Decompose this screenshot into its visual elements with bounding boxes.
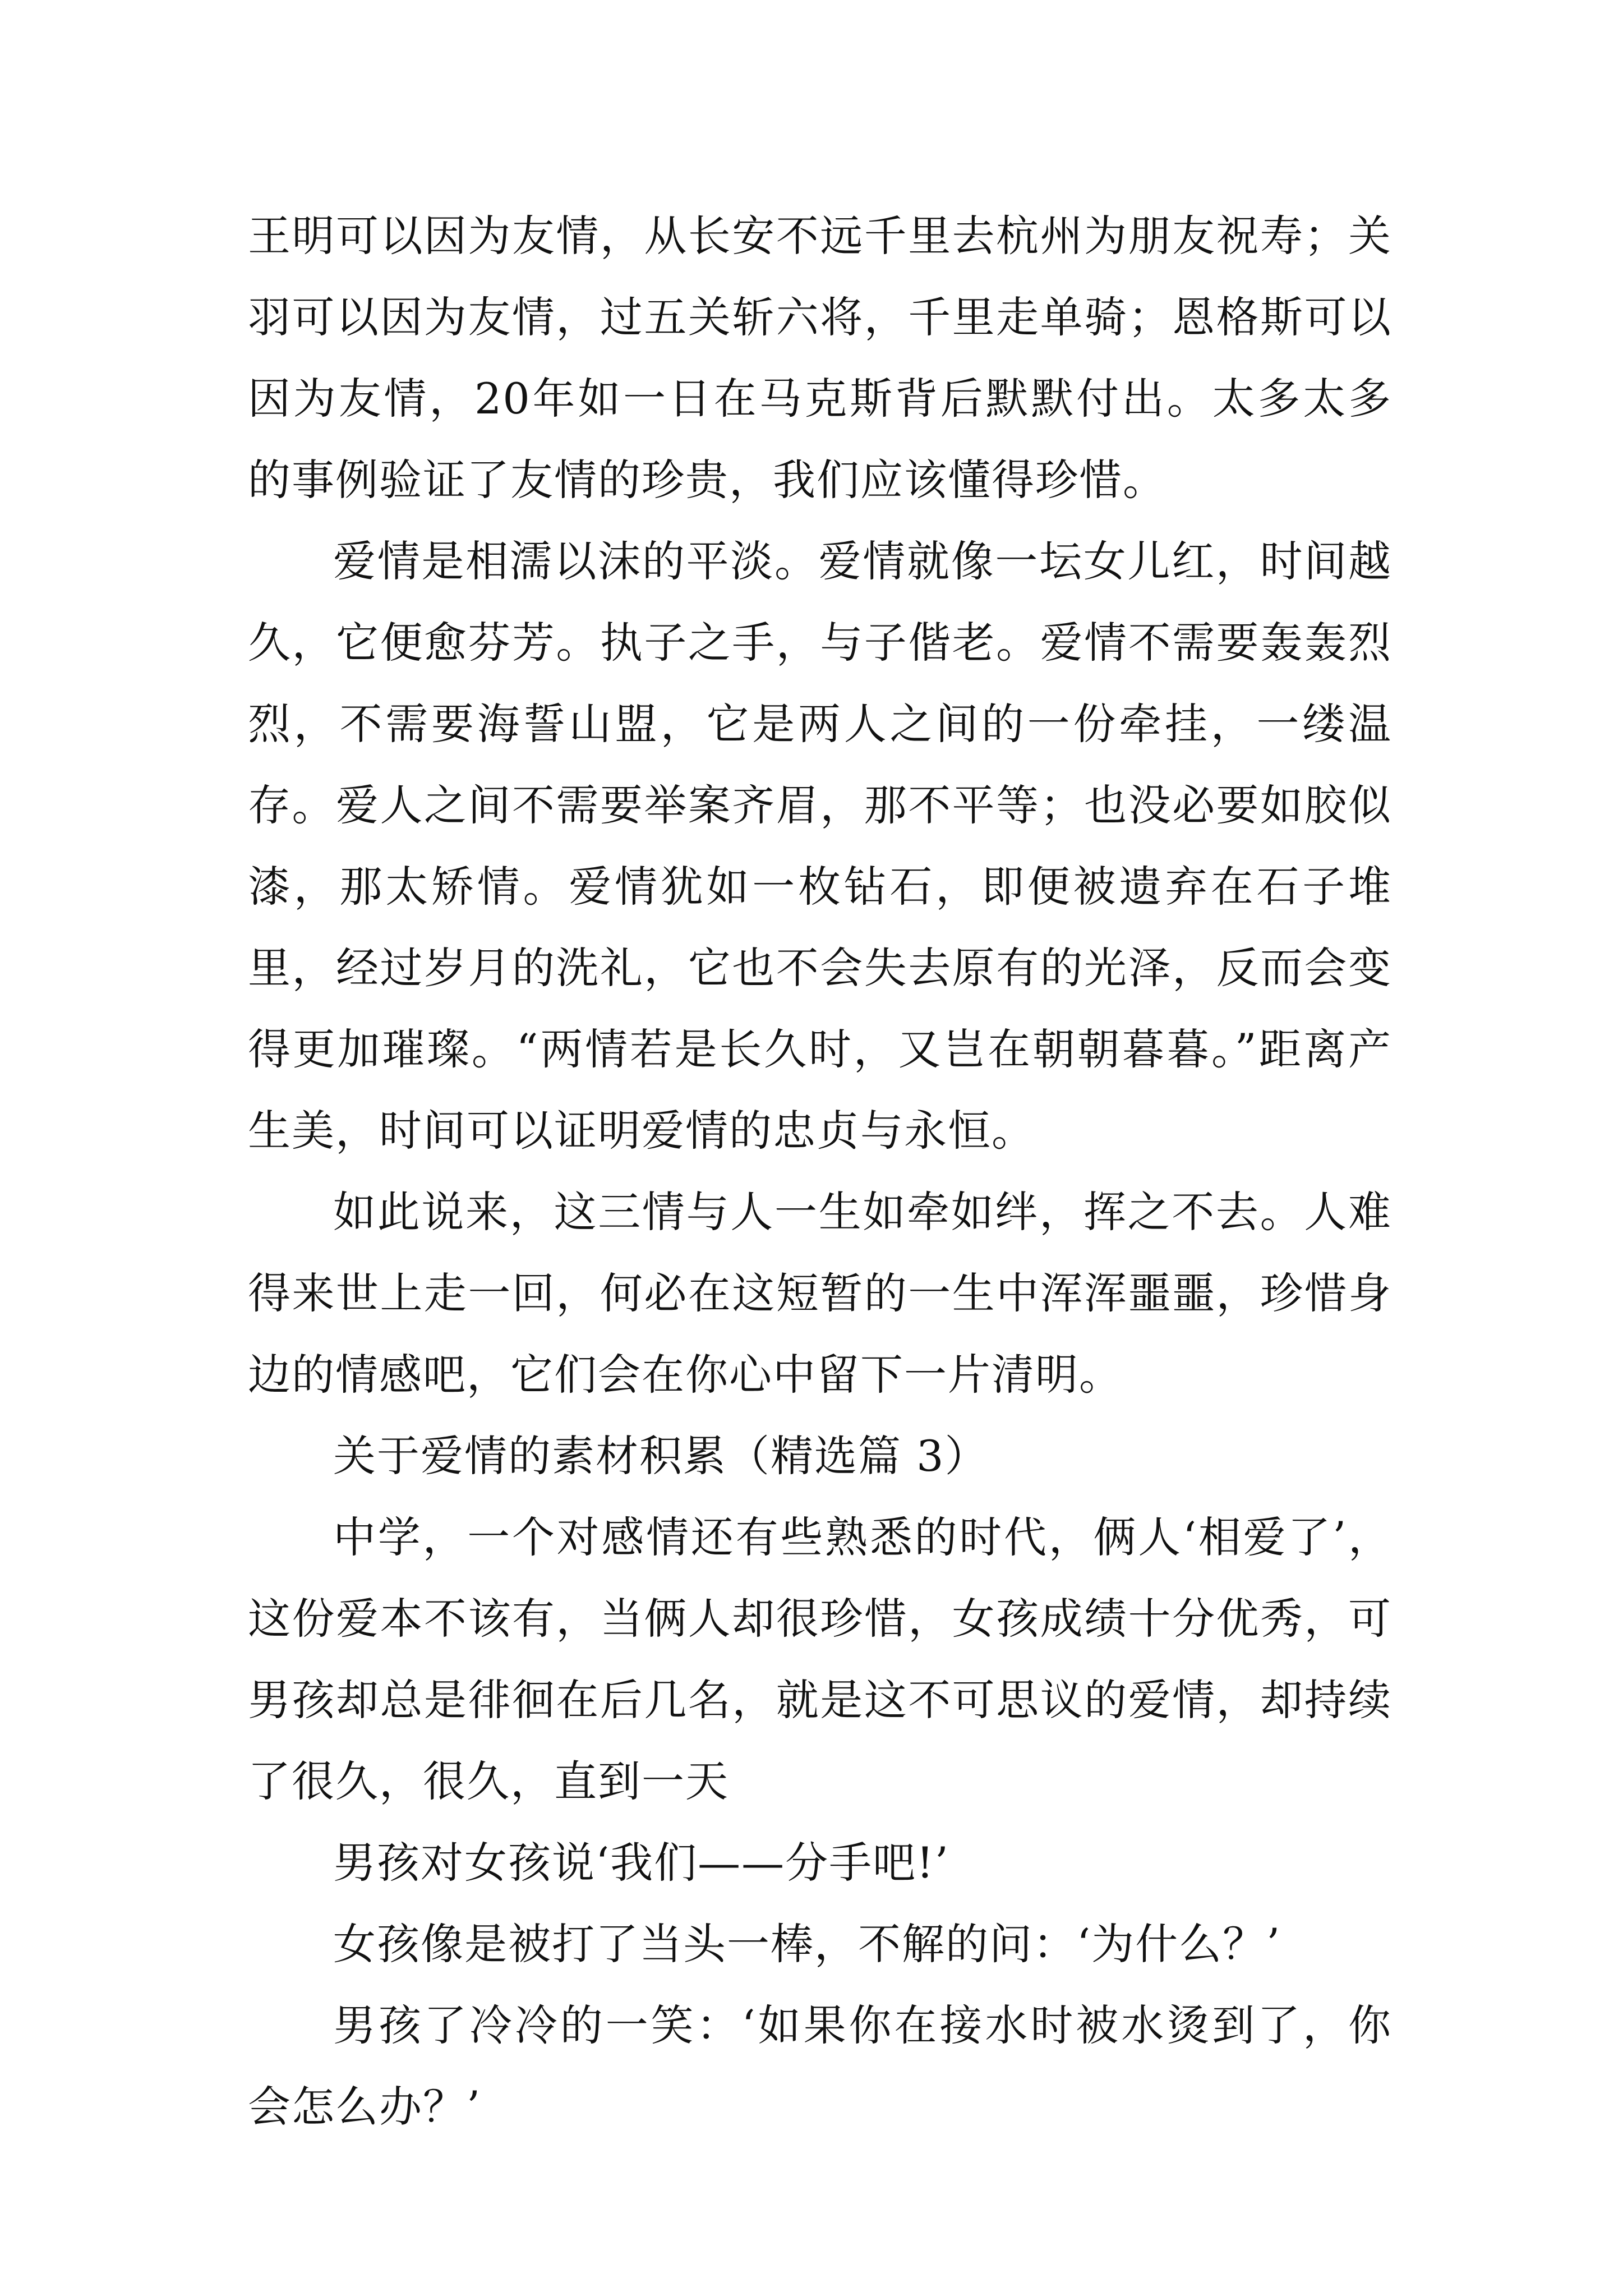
paragraph-friendship-examples: 王明可以因为友情，从长安不远千里去杭州为朋友祝寿；关羽可以因为友情，过五关斩六将，千里走单骑；恩格斯可以因为友情，20年如一日在马克斯背后默默付出。太多太多的事例验证了友情的珍贵，我们应该懂得珍惜。 — [248, 211, 1392, 505]
paragraph-dialogue-2: 女孩像是被打了当头一棒，不解的问：‘为什么？’ — [333, 1919, 1281, 1969]
document-body — [248, 195, 1392, 2147]
paragraph-conclusion: 如此说来，这三情与人一生如牵如绊，挥之不去。人难得来世上走一回，何必在这短暂的一生中浑浑噩噩，珍惜身边的情感吧，它们会在你心中留下一片清明。 — [248, 1187, 1392, 1400]
paragraph-dialogue-1: 男孩对女孩说‘我们——分手吧!’ — [333, 1838, 949, 1888]
section-heading: 关于爱情的素材积累（精选篇 3） — [333, 1431, 989, 1481]
paragraph-story-intro: 中学，一个对感情还有些熟悉的时代，俩人‘相爱了’，这份爱本不该有，当俩人却很珍惜，女孩成绩十分优秀，可男孩却总是徘徊在后几名，就是这不可思议的爱情，却持续了很久，很久，直到一天 — [248, 1512, 1392, 1806]
paragraph-love-description: 爱情是相濡以沫的平淡。爱情就像一坛女儿红，时间越久，它便愈芬芳。执子之手，与子偕老。爱情不需要轰轰烈烈，不需要海誓山盟，它是两人之间的一份牵挂，一缕温存。爱人之间不需要举案齐眉，那不平等；也没必要如胶似漆，那太矫情。爱情犹如一枚钻石，即便被遗弃在石子堆里，经过岁月的洗礼，它也不会失去原有的光泽，反而会变得更加璀璨。“两情若是长久时，又岂在朝朝暮暮。”距离产生美，时间可以证明爱情的忠贞与永恒。 — [248, 536, 1392, 1156]
paragraph-dialogue-3: 男孩了冷冷的一笑：‘如果你在接水时被水烫到了，你会怎么办？’ — [248, 2000, 1392, 2132]
